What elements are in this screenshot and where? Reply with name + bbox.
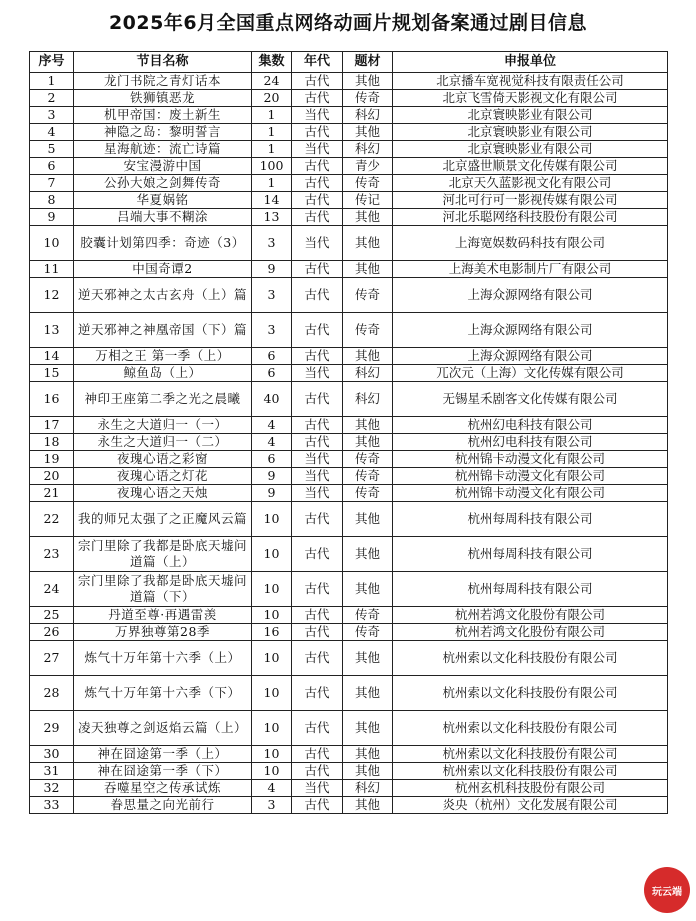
header-episodes: 集数 <box>252 52 292 73</box>
company: 杭州索以文化科技股份有限公司 <box>393 746 668 763</box>
table-row <box>30 537 668 572</box>
table-row <box>30 209 668 226</box>
company: 杭州索以文化科技股份有限公司 <box>393 641 668 676</box>
era: 古代 <box>292 158 343 175</box>
genre: 其他 <box>343 434 393 451</box>
genre: 科幻 <box>343 107 393 124</box>
row-number: 27 <box>30 641 74 676</box>
table-row <box>30 434 668 451</box>
program-name: 夜瑰心语之彩窗 <box>74 451 252 468</box>
program-name: 神隐之岛：黎明誓言 <box>74 124 252 141</box>
program-name: 炼气十万年第十六季（上） <box>74 641 252 676</box>
table-row <box>30 502 668 537</box>
program-name: 吕端大事不糊涂 <box>74 209 252 226</box>
era: 当代 <box>292 451 343 468</box>
company: 上海众源网络有限公司 <box>393 278 668 313</box>
episode-count: 3 <box>252 313 292 348</box>
row-number: 8 <box>30 192 74 209</box>
row-number: 24 <box>30 572 74 607</box>
era: 古代 <box>292 763 343 780</box>
company: 杭州每周科技有限公司 <box>393 537 668 572</box>
episode-count: 9 <box>252 261 292 278</box>
row-number: 9 <box>30 209 74 226</box>
program-name: 炼气十万年第十六季（下） <box>74 676 252 711</box>
row-number: 11 <box>30 261 74 278</box>
company: 北京飞雪倚天影视文化有限公司 <box>393 90 668 107</box>
era: 当代 <box>292 365 343 382</box>
era: 古代 <box>292 261 343 278</box>
company: 杭州锦卡动漫文化有限公司 <box>393 451 668 468</box>
era: 古代 <box>292 90 343 107</box>
episode-count: 1 <box>252 175 292 192</box>
program-name: 中国奇谭2 <box>74 261 252 278</box>
table-row <box>30 746 668 763</box>
episode-count: 6 <box>252 348 292 365</box>
table-row <box>30 797 668 814</box>
era: 古代 <box>292 711 343 746</box>
company: 炎央（杭州）文化发展有限公司 <box>393 797 668 814</box>
table-row <box>30 468 668 485</box>
episode-count: 10 <box>252 676 292 711</box>
company: 杭州每周科技有限公司 <box>393 572 668 607</box>
episode-count: 4 <box>252 434 292 451</box>
episode-count: 1 <box>252 141 292 158</box>
table-row <box>30 261 668 278</box>
row-number: 15 <box>30 365 74 382</box>
genre: 传奇 <box>343 451 393 468</box>
genre: 传奇 <box>343 468 393 485</box>
row-number: 32 <box>30 780 74 797</box>
table-row <box>30 365 668 382</box>
program-name: 夜瑰心语之灯花 <box>74 468 252 485</box>
row-number: 31 <box>30 763 74 780</box>
company: 河北乐聪网络科技股份有限公司 <box>393 209 668 226</box>
program-name: 华夏娲铭 <box>74 192 252 209</box>
episode-count: 1 <box>252 107 292 124</box>
table-row <box>30 417 668 434</box>
genre: 传奇 <box>343 624 393 641</box>
era: 古代 <box>292 746 343 763</box>
company: 上海美术电影制片厂有限公司 <box>393 261 668 278</box>
table-row <box>30 451 668 468</box>
episode-count: 16 <box>252 624 292 641</box>
program-name: 宗门里除了我都是卧底天墟问道篇（下） <box>74 572 252 607</box>
genre: 其他 <box>343 261 393 278</box>
company: 北京盛世顺景文化传媒有限公司 <box>393 158 668 175</box>
era: 当代 <box>292 780 343 797</box>
episode-count: 20 <box>252 90 292 107</box>
company: 杭州幻电科技有限公司 <box>393 417 668 434</box>
row-number: 14 <box>30 348 74 365</box>
genre: 其他 <box>343 226 393 261</box>
era: 当代 <box>292 107 343 124</box>
episode-count: 24 <box>252 73 292 90</box>
program-name: 安宝漫游中国 <box>74 158 252 175</box>
page-title: 2025年6月全国重点网络动画片规划备案通过剧目信息 <box>108 12 588 34</box>
row-number: 33 <box>30 797 74 814</box>
era: 古代 <box>292 175 343 192</box>
genre: 传奇 <box>343 607 393 624</box>
row-number: 3 <box>30 107 74 124</box>
genre: 传奇 <box>343 90 393 107</box>
row-number: 29 <box>30 711 74 746</box>
table-header-row <box>30 52 668 73</box>
genre: 其他 <box>343 417 393 434</box>
genre: 其他 <box>343 209 393 226</box>
table-row <box>30 192 668 209</box>
table-row <box>30 124 668 141</box>
table-row <box>30 641 668 676</box>
table-row <box>30 607 668 624</box>
row-number: 7 <box>30 175 74 192</box>
era: 古代 <box>292 607 343 624</box>
episode-count: 10 <box>252 502 292 537</box>
program-name: 龙门书院之青灯话本 <box>74 73 252 90</box>
episode-count: 10 <box>252 746 292 763</box>
genre: 其他 <box>343 797 393 814</box>
genre: 其他 <box>343 124 393 141</box>
episode-count: 6 <box>252 365 292 382</box>
row-number: 20 <box>30 468 74 485</box>
header-genre: 题材 <box>343 52 393 73</box>
table-row <box>30 313 668 348</box>
episode-count: 3 <box>252 797 292 814</box>
program-name: 夜瑰心语之天烛 <box>74 485 252 502</box>
program-name: 吞噬星空之传承试炼 <box>74 780 252 797</box>
company: 杭州若鸿文化股份有限公司 <box>393 607 668 624</box>
table-row <box>30 348 668 365</box>
row-number: 12 <box>30 278 74 313</box>
genre: 其他 <box>343 763 393 780</box>
company: 北京寰映影业有限公司 <box>393 141 668 158</box>
company: 北京播车宽视觉科技有限责任公司 <box>393 73 668 90</box>
genre: 科幻 <box>343 365 393 382</box>
genre: 其他 <box>343 537 393 572</box>
era: 古代 <box>292 434 343 451</box>
table-row <box>30 175 668 192</box>
program-name: 神在囧途第一季（下） <box>74 763 252 780</box>
table-row <box>30 711 668 746</box>
genre: 青少 <box>343 158 393 175</box>
era: 古代 <box>292 192 343 209</box>
row-number: 6 <box>30 158 74 175</box>
company: 杭州若鸿文化股份有限公司 <box>393 624 668 641</box>
company: 上海宽娱数码科技有限公司 <box>393 226 668 261</box>
table-row <box>30 73 668 90</box>
company: 北京寰映影业有限公司 <box>393 107 668 124</box>
genre: 传奇 <box>343 278 393 313</box>
era: 当代 <box>292 468 343 485</box>
table-row <box>30 485 668 502</box>
row-number: 26 <box>30 624 74 641</box>
program-name: 逆天邪神之太古玄舟（上）篇 <box>74 278 252 313</box>
program-name: 宗门里除了我都是卧底天墟问道篇（上） <box>74 537 252 572</box>
program-name: 眷思量之向光前行 <box>74 797 252 814</box>
program-name: 星海航迹：流亡诗篇 <box>74 141 252 158</box>
episode-count: 100 <box>252 158 292 175</box>
program-name: 鲸鱼岛（上） <box>74 365 252 382</box>
episode-count: 10 <box>252 572 292 607</box>
row-number: 10 <box>30 226 74 261</box>
program-name: 逆天邪神之神凰帝国（下）篇 <box>74 313 252 348</box>
era: 古代 <box>292 278 343 313</box>
company: 无锡星禾剧客文化传媒有限公司 <box>393 382 668 417</box>
episode-count: 10 <box>252 607 292 624</box>
episode-count: 14 <box>252 192 292 209</box>
row-number: 2 <box>30 90 74 107</box>
era: 古代 <box>292 73 343 90</box>
era: 古代 <box>292 572 343 607</box>
episode-count: 10 <box>252 711 292 746</box>
episode-count: 40 <box>252 382 292 417</box>
company: 杭州锦卡动漫文化有限公司 <box>393 485 668 502</box>
company: 北京寰映影业有限公司 <box>393 124 668 141</box>
program-name: 凌天独尊之剑返焰云篇（上） <box>74 711 252 746</box>
genre: 传奇 <box>343 485 393 502</box>
company: 杭州玄机科技股份有限公司 <box>393 780 668 797</box>
era: 当代 <box>292 485 343 502</box>
episode-count: 10 <box>252 537 292 572</box>
episode-count: 9 <box>252 485 292 502</box>
table-row <box>30 676 668 711</box>
episode-count: 6 <box>252 451 292 468</box>
header-number: 序号 <box>30 52 74 73</box>
era: 古代 <box>292 676 343 711</box>
company: 杭州索以文化科技股份有限公司 <box>393 676 668 711</box>
row-number: 4 <box>30 124 74 141</box>
genre: 其他 <box>343 502 393 537</box>
genre: 其他 <box>343 746 393 763</box>
company: 上海众源网络有限公司 <box>393 348 668 365</box>
genre: 科幻 <box>343 141 393 158</box>
era: 古代 <box>292 537 343 572</box>
genre: 传记 <box>343 192 393 209</box>
row-number: 23 <box>30 537 74 572</box>
episode-count: 4 <box>252 780 292 797</box>
genre: 其他 <box>343 73 393 90</box>
row-number: 21 <box>30 485 74 502</box>
era: 古代 <box>292 417 343 434</box>
era: 古代 <box>292 641 343 676</box>
program-name: 神印王座第二季之光之晨曦 <box>74 382 252 417</box>
row-number: 30 <box>30 746 74 763</box>
episode-count: 10 <box>252 641 292 676</box>
row-number: 18 <box>30 434 74 451</box>
company: 兀次元（上海）文化传媒有限公司 <box>393 365 668 382</box>
era: 古代 <box>292 797 343 814</box>
company: 杭州锦卡动漫文化有限公司 <box>393 468 668 485</box>
episode-count: 4 <box>252 417 292 434</box>
program-name: 铁狮镇恶龙 <box>74 90 252 107</box>
genre: 其他 <box>343 676 393 711</box>
company: 杭州幻电科技有限公司 <box>393 434 668 451</box>
genre: 传奇 <box>343 175 393 192</box>
row-number: 1 <box>30 73 74 90</box>
table-row <box>30 763 668 780</box>
watermark-logo: 玩云端 <box>644 867 690 913</box>
table-row <box>30 780 668 797</box>
row-number: 28 <box>30 676 74 711</box>
table-row <box>30 382 668 417</box>
table-row <box>30 278 668 313</box>
header-era: 年代 <box>292 52 343 73</box>
header-program-name: 节目名称 <box>74 52 252 73</box>
program-name: 万界独尊第28季 <box>74 624 252 641</box>
table-row <box>30 158 668 175</box>
company: 北京天久蓝影视文化有限公司 <box>393 175 668 192</box>
row-number: 5 <box>30 141 74 158</box>
program-name: 永生之大道归一（一） <box>74 417 252 434</box>
episode-count: 3 <box>252 278 292 313</box>
era: 古代 <box>292 502 343 537</box>
genre: 其他 <box>343 572 393 607</box>
era: 古代 <box>292 209 343 226</box>
genre: 科幻 <box>343 780 393 797</box>
company: 杭州索以文化科技股份有限公司 <box>393 763 668 780</box>
program-name: 万相之王 第一季（上） <box>74 348 252 365</box>
table-row <box>30 572 668 607</box>
era: 古代 <box>292 313 343 348</box>
era: 古代 <box>292 348 343 365</box>
program-name: 我的师兄太强了之正魔风云篇 <box>74 502 252 537</box>
row-number: 19 <box>30 451 74 468</box>
program-name: 机甲帝国：废土新生 <box>74 107 252 124</box>
era: 当代 <box>292 141 343 158</box>
row-number: 17 <box>30 417 74 434</box>
filing-table <box>29 51 668 814</box>
row-number: 16 <box>30 382 74 417</box>
episode-count: 13 <box>252 209 292 226</box>
company: 河北可行可一影视传媒有限公司 <box>393 192 668 209</box>
genre: 其他 <box>343 641 393 676</box>
genre: 其他 <box>343 348 393 365</box>
header-company: 申报单位 <box>393 52 668 73</box>
episode-count: 9 <box>252 468 292 485</box>
row-number: 13 <box>30 313 74 348</box>
program-name: 胶囊计划第四季：奇迹（3） <box>74 226 252 261</box>
table-row <box>30 624 668 641</box>
row-number: 22 <box>30 502 74 537</box>
episode-count: 1 <box>252 124 292 141</box>
genre: 科幻 <box>343 382 393 417</box>
era: 古代 <box>292 124 343 141</box>
program-name: 神在囧途第一季（上） <box>74 746 252 763</box>
episode-count: 10 <box>252 763 292 780</box>
company: 杭州每周科技有限公司 <box>393 502 668 537</box>
table-row <box>30 226 668 261</box>
company: 杭州索以文化科技股份有限公司 <box>393 711 668 746</box>
program-name: 丹道至尊·再遇雷羡 <box>74 607 252 624</box>
company: 上海众源网络有限公司 <box>393 313 668 348</box>
row-number: 25 <box>30 607 74 624</box>
era: 当代 <box>292 226 343 261</box>
table-row <box>30 141 668 158</box>
era: 古代 <box>292 624 343 641</box>
table-row <box>30 107 668 124</box>
table-row <box>30 90 668 107</box>
program-name: 永生之大道归一（二） <box>74 434 252 451</box>
episode-count: 3 <box>252 226 292 261</box>
genre: 其他 <box>343 711 393 746</box>
era: 古代 <box>292 382 343 417</box>
program-name: 公孙大娘之剑舞传奇 <box>74 175 252 192</box>
genre: 传奇 <box>343 313 393 348</box>
